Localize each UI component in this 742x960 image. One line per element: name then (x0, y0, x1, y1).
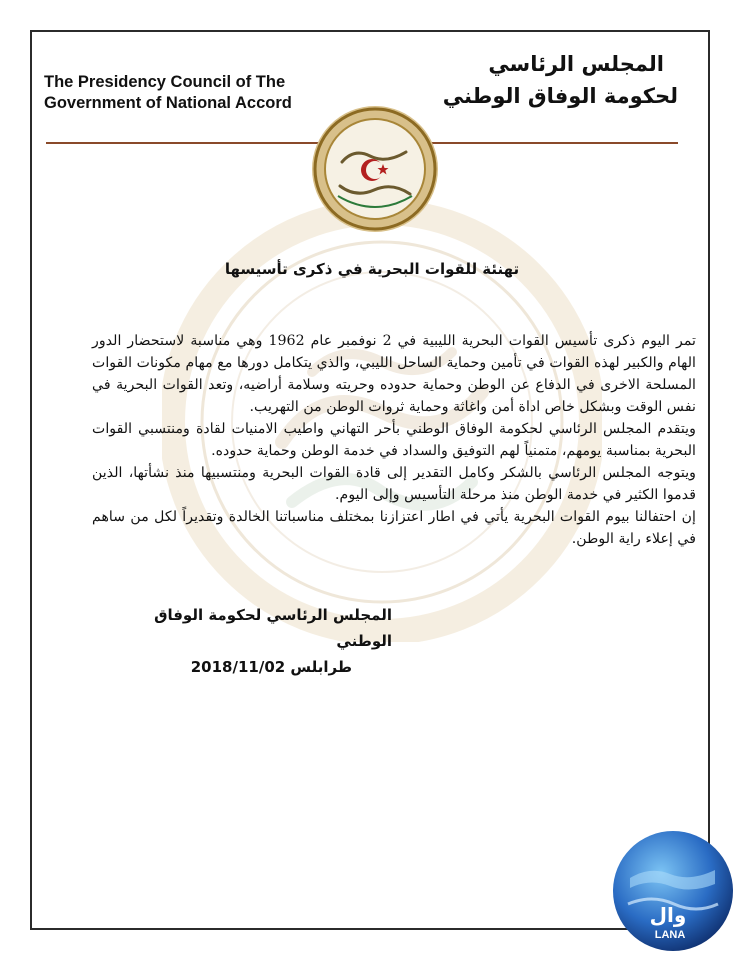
document-title: تهنئة للقوات البحرية في ذكرى تأسيسها (224, 260, 520, 278)
state-seal-emblem (310, 104, 440, 234)
document-frame (30, 30, 710, 930)
body-paragraph: ويتقدم المجلس الرئاسي لحكومة الوفاق الوطني بأحر التهاني واطيب الامنيات لقادة ومنتسبي القوات البحرية بمناسبة يومهم، متمنياً لهم التوفيق والسداد في خدمة الوطن وحماية حدوده. (92, 421, 696, 459)
header-arabic-line1: المجلس الرئاسي (488, 52, 664, 76)
header-arabic (438, 48, 678, 112)
signature-place-date: طرابلس 2018/11/02 (190, 658, 352, 676)
header-english (44, 72, 324, 114)
document-body (92, 330, 696, 550)
lana-english-text: LANA (654, 929, 686, 941)
body-paragraph: تمر اليوم ذكرى تأسيس القوات البحرية الليبية في 2 نوفمبر عام 1962 وهي مناسبة لاستحضار الدور الهام والكبير لهذه القوات في تأمين وحماية الساحل الليبي، والذي يتكامل دورها مع مهام مكونات القوات المسلحة الاخرى في الدفاع عن الوطن وحماية حدوده وحريته وسلامة أراضيه، وتعد القوات البحرية في نفس الوقت وبشكل خاص اداة أمن واغاثة وحماية ثروات الوطن من التهريب. (92, 333, 696, 415)
header-arabic-line2: لحكومة الوفاق الوطني (442, 84, 678, 108)
signature-authority: المجلس الرئاسي لحكومة الوفاق الوطني (154, 606, 392, 650)
lana-logo (610, 828, 736, 954)
signature-block (102, 602, 392, 680)
lana-arabic-text: وال (649, 903, 687, 927)
body-paragraph: ويتوجه المجلس الرئاسي بالشكر وكامل التقدير إلى قادة القوات البحرية ومنتسبيها منذ نشأتها، الذين قدموا الكثير في خدمة الوطن منذ مرحلة التأسيس وإلى اليوم. (92, 465, 696, 503)
header-english-line2: Government of National Accord (44, 94, 292, 112)
body-paragraph: إن احتفالنا بيوم القوات البحرية يأتي في اطار اعتزازنا بمختلف مناسباتنا الخالدة وتقديراً لكل من ساهم في إعلاء راية الوطن. (92, 509, 696, 547)
header-english-line1: The Presidency Council of The (44, 73, 286, 91)
